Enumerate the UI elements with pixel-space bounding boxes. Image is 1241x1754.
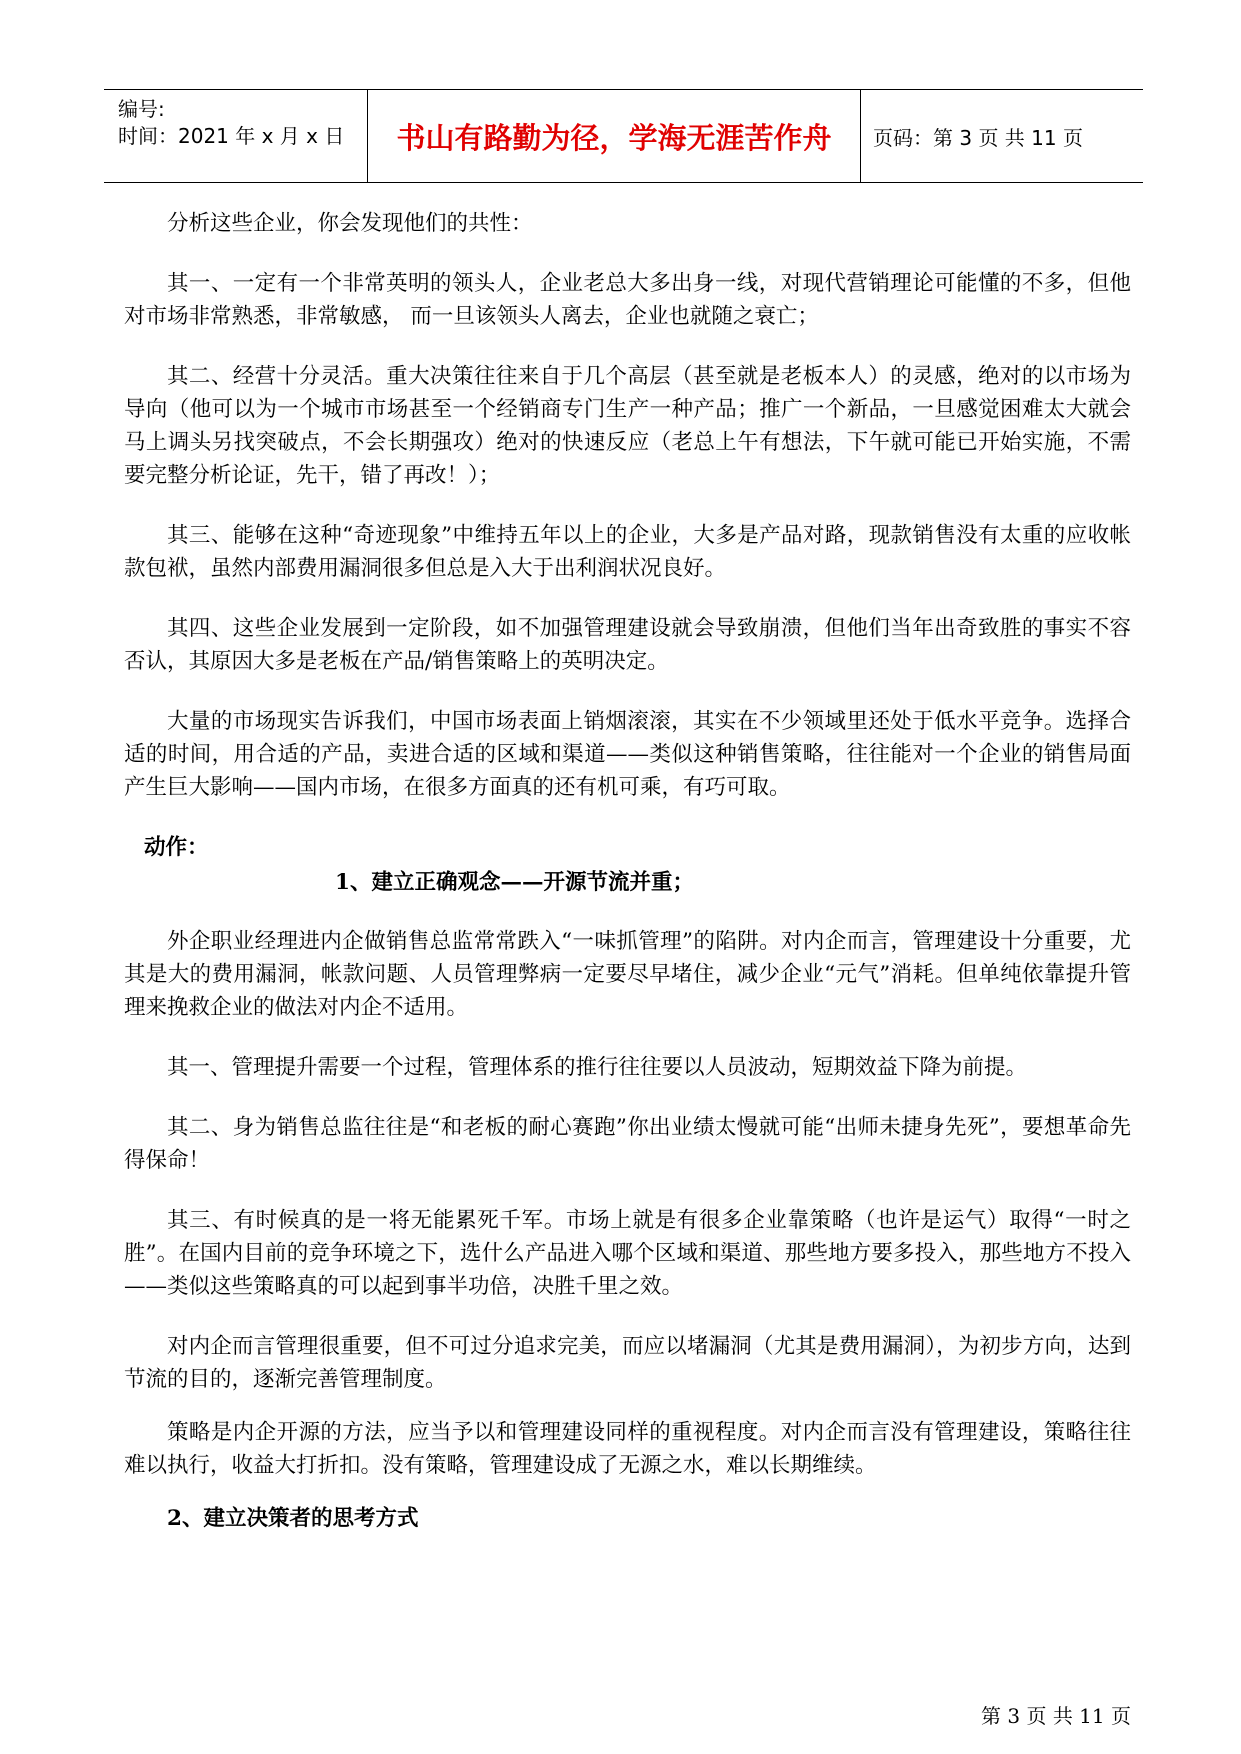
paragraph: 大量的市场现实告诉我们，中国市场表面上销烟滚滚，其实在不少领域里还处于低水平竞争。选择合适的时间，用合适的产品，卖进合适的区域和渠道——类似这种销售策略，往往能对一个企业的销售局面产生巨大影响——国内市场，在很多方面真的还有机可乘，有巧可取。 xyxy=(124,709,1131,800)
paragraph: 其一、管理提升需要一个过程，管理体系的推行往往要以人员波动，短期效益下降为前提。 xyxy=(167,1055,1028,1080)
heading-section-1: 1、建立正确观念——开源节流并重； xyxy=(335,870,694,895)
time-label: 时间：2021 年 x 月 x 日 xyxy=(118,124,345,148)
paragraph: 其三、能够在这种“奇迹现象”中维持五年以上的企业，大多是产品对路，现款销售没有太重的应收帐款包袱，虽然内部费用漏洞很多但总是入大于出利润状况良好。 xyxy=(124,523,1131,581)
paragraph: 其三、有时候真的是一将无能累死千军。市场上就是有很多企业靠策略（也许是运气）取得“一时之胜”。在国内目前的竞争环境之下，选什么产品进入哪个区域和渠道、那些地方要多投入，那些地方不投入——类似这些策略真的可以起到事半功倍，决胜千里之效。 xyxy=(124,1208,1131,1299)
page-footer: 第 3 页 共 11 页 xyxy=(981,1704,1131,1728)
heading-section-2: 2、建立决策者的思考方式 xyxy=(167,1506,419,1531)
paragraph: 其二、经营十分灵活。重大决策往往来自于几个高层（甚至就是老板本人）的灵感，绝对的以市场为导向（他可以为一个城市市场甚至一个经销商专门生产一种产品；推广一个新品，一旦感觉困难太大就会马上调头另找突破点，不会长期强攻）绝对的快速反应（老总上午有想法，下午就可能已开始实施，不需要完整分析论证，先干，错了再改！）； xyxy=(124,364,1131,488)
header-left-cell xyxy=(104,90,368,182)
paragraph: 其二、身为销售总监往往是“和老板的耐心赛跑”你出业绩太慢就可能“出师未捷身先死”，要想革命先得保命！ xyxy=(124,1115,1131,1173)
header-page-info: 页码：第 3 页 共 11 页 xyxy=(873,125,1083,150)
header-motto: 书山有路勤为径，学海无涯苦作舟 xyxy=(368,90,861,182)
document-body xyxy=(124,207,1131,1535)
paragraph: 其四、这些企业发展到一定阶段，如不加强管理建设就会导致崩溃，但他们当年出奇致胜的事实不容否认，其原因大多是老板在产品/销售策略上的英明决定。 xyxy=(124,616,1131,674)
paragraph: 外企职业经理进内企做销售总监常常跌入“一味抓管理”的陷阱。对内企而言，管理建设十分重要，尤其是大的费用漏洞，帐款问题、人员管理弊病一定要尽早堵住，减少企业“元气”消耗。但单纯依靠提升管理来挽救企业的做法对内企不适用。 xyxy=(124,929,1131,1020)
page-header xyxy=(104,89,1143,183)
serial-label: 编号: xyxy=(118,97,165,121)
paragraph: 对内企而言管理很重要，但不可过分追求完美，而应以堵漏洞（尤其是费用漏洞），为初步方向，达到节流的目的，逐渐完善管理制度。 xyxy=(124,1334,1131,1392)
paragraph: 策略是内企开源的方法，应当予以和管理建设同样的重视程度。对内企而言没有管理建设，策略往往难以执行，收益大打折扣。没有策略，管理建设成了无源之水，难以长期维续。 xyxy=(124,1420,1131,1478)
paragraph: 分析这些企业，你会发现他们的共性： xyxy=(167,211,533,236)
heading-action: 动作： xyxy=(144,835,209,860)
paragraph: 其一、一定有一个非常英明的领头人，企业老总大多出身一线，对现代营销理论可能懂的不多，但他对市场非常熟悉，非常敏感， 而一旦该领头人离去，企业也就随之衰亡； xyxy=(124,271,1131,329)
